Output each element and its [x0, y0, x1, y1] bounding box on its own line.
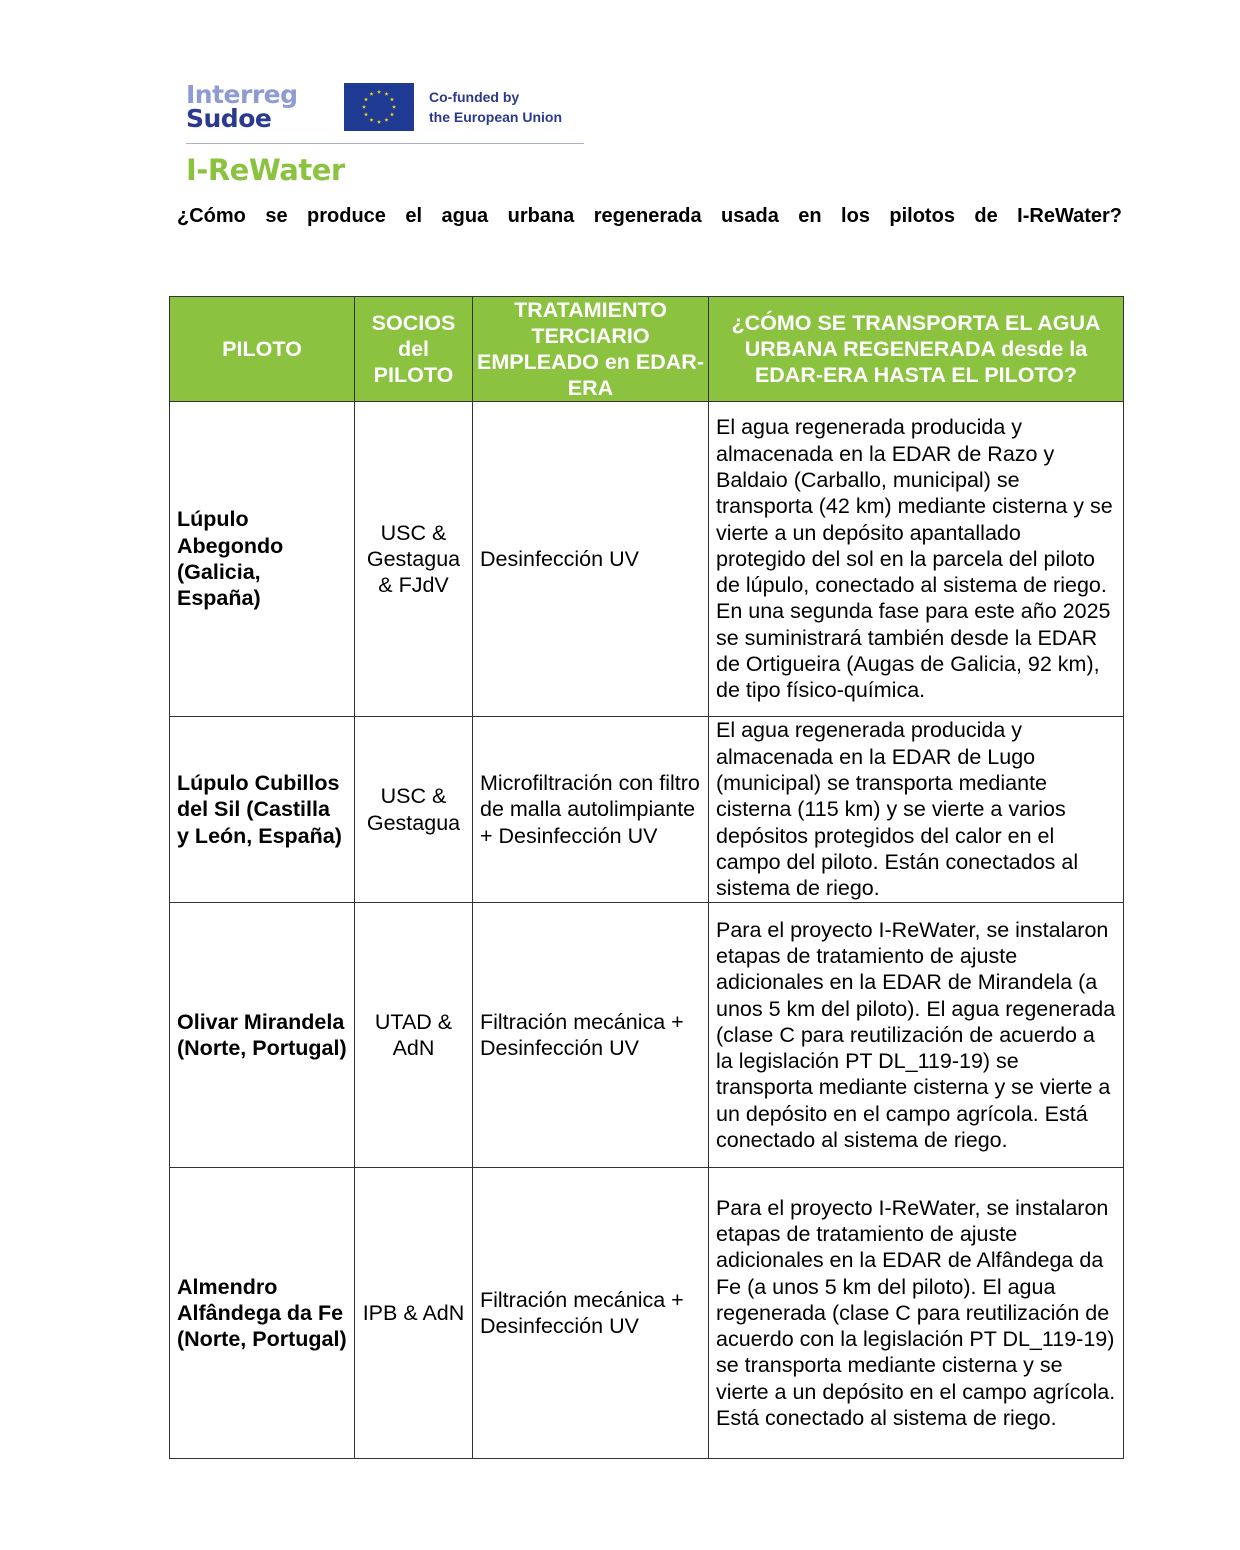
cell-tratamiento: Desinfección UV — [473, 402, 709, 717]
document-title: ¿Cómo se produce el agua urbana regenerada usada en los pilotos de I-ReWater? — [177, 205, 1122, 227]
cell-piloto: Olivar Mirandela (Norte, Portugal) — [170, 903, 355, 1168]
cell-transporte: El agua regenerada producida y almacenada en la EDAR de Razo y Baldaio (Carballo, municipal) se transporta (42 km) mediante cisterna y se vierte a un depósito apantallado protegido del sol en la parcela del piloto de lúpulo, conectado al sistema de riego. En una segunda fase para este año 2025 se suministrará también desde la EDAR de Ortigueira (Augas de Galicia, 92 km), de tipo físico-química. — [709, 402, 1124, 717]
cell-piloto: Lúpulo Abegondo (Galicia, España) — [170, 402, 355, 717]
cell-socios: USC & Gestagua & FJdV — [355, 402, 473, 717]
interreg-sudoe-logo — [186, 80, 344, 133]
eu-stars-icon — [344, 83, 414, 131]
table-row — [170, 903, 1124, 1168]
cofunded-line1: Co-funded by — [429, 89, 520, 105]
cell-piloto: Almendro Alfândega da Fe (Norte, Portugal) — [170, 1168, 355, 1459]
table-row — [170, 717, 1124, 903]
table-row — [170, 1168, 1124, 1459]
project-logo: I-ReWater — [186, 153, 345, 187]
cell-transporte: Para el proyecto I-ReWater, se instalaron etapas de tratamiento de ajuste adicionales en la EDAR de Alfândega da Fe (a unos 5 km del piloto). El agua regenerada (clase C para reutilización de acuerdo con la legislación PT DL_119-19) se transporta mediante cisterna y se vierte a un depósito en el campo agrícola. Está conectado al sistema de riego. — [709, 1168, 1124, 1459]
eu-star-icon — [364, 112, 368, 116]
column-header-transporte: ¿CÓMO SE TRANSPORTA EL AGUA URBANA REGENERADA desde la EDAR-ERA HASTA EL PILOTO? — [709, 297, 1124, 402]
cell-piloto: Lúpulo Cubillos del Sil (Castilla y León, España) — [170, 717, 355, 903]
column-header-socios: SOCIOS del PILOTO — [355, 297, 473, 402]
eu-star-icon — [377, 90, 381, 94]
cell-socios: IPB & AdN — [355, 1168, 473, 1459]
column-header-piloto: PILOTO — [170, 297, 355, 402]
eu-star-icon — [392, 105, 396, 109]
eu-star-icon — [369, 92, 373, 96]
cofunded-line2: the European Union — [429, 109, 562, 125]
pilots-table — [169, 296, 1124, 1459]
eu-star-icon — [384, 118, 388, 122]
cell-transporte: Para el proyecto I-ReWater, se instalaron etapas de tratamiento de ajuste adicionales en la EDAR de Mirandela (a unos 5 km del piloto). El agua regenerada (clase C para reutilización de acuerdo a la legislación PT DL_119-19) se transporta mediante cisterna y se vierte a un depósito en el campo agrícola. Está conectado al sistema de riego. — [709, 903, 1124, 1168]
table-header-row — [170, 297, 1124, 402]
interreg-logo-text: Interreg — [186, 80, 298, 109]
cell-tratamiento: Microfiltración con filtro de malla autolimpiante + Desinfección UV — [473, 717, 709, 903]
eu-star-icon — [390, 97, 394, 101]
eu-star-icon — [362, 105, 366, 109]
cell-socios: USC & Gestagua — [355, 717, 473, 903]
column-header-tratamiento: TRATAMIENTO TERCIARIO EMPLEADO en EDAR-ERA — [473, 297, 709, 402]
cell-transporte: El agua regenerada producida y almacenada en la EDAR de Lugo (municipal) se transporta mediante cisterna (115 km) y se vierte a varios depósitos protegidos del calor en el campo del piloto. Están conectados al sistema de riego. — [709, 717, 1124, 903]
cell-tratamiento: Filtración mecánica + Desinfección UV — [473, 903, 709, 1168]
document-header — [186, 80, 584, 187]
eu-star-icon — [384, 92, 388, 96]
eu-star-icon — [377, 120, 381, 124]
cell-tratamiento: Filtración mecánica + Desinfección UV — [473, 1168, 709, 1459]
eu-star-icon — [369, 118, 373, 122]
cofunded-label — [429, 87, 562, 127]
eu-star-icon — [390, 112, 394, 116]
header-divider — [186, 143, 584, 144]
sudoe-logo-text: Sudoe — [186, 104, 272, 133]
cell-socios: UTAD & AdN — [355, 903, 473, 1168]
eu-star-icon — [364, 97, 368, 101]
table-row — [170, 402, 1124, 717]
logo-row — [186, 80, 584, 134]
eu-flag-icon — [344, 83, 414, 131]
